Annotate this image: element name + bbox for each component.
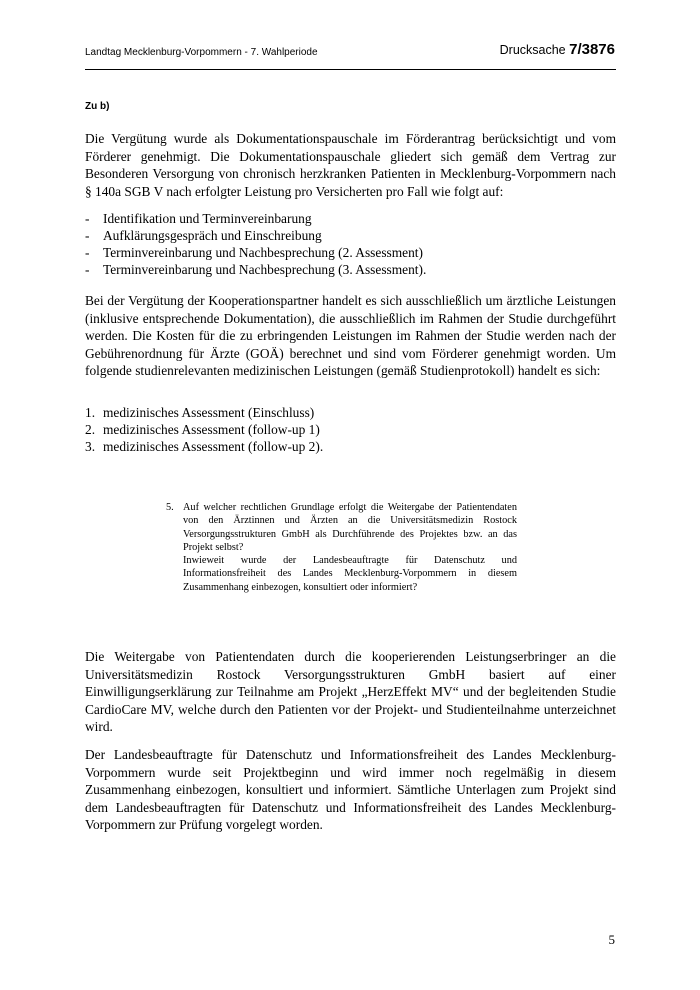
list-number: 3. (85, 439, 96, 454)
list-item-text: Terminvereinbarung und Nachbesprechung (3. Assessment). (103, 262, 427, 277)
question-block (166, 501, 517, 594)
list-item-text: medizinisches Assessment (follow-up 2). (103, 439, 324, 454)
question-text (183, 501, 517, 594)
list-marker: - (85, 228, 90, 243)
list-item (85, 404, 616, 421)
list-marker: - (85, 211, 90, 226)
paragraph-remuneration: Die Vergütung wurde als Dokumentationspauschale im Förderantrag berücksichtigt und vom Förderer genehmigt. Die Dokumentationspauschale gliedert sich gemäß dem Vertrag zur Besonderen Versorgung von chronisch herzkranken Patienten in Mecklenburg-Vorpommern nach § 140a SGB V nach erfolgter Leistung pro Versicherten pro Fall wie folgt auf: (85, 131, 616, 199)
list-item (85, 261, 616, 278)
list-item-text: Aufklärungsgespräch und Einschreibung (103, 228, 322, 243)
list-item-text: medizinisches Assessment (follow-up 1) (103, 422, 320, 437)
page-number: 5 (608, 932, 615, 947)
numbered-list (85, 404, 616, 455)
section-heading: Zu b) (85, 101, 110, 112)
list-item-text: Terminvereinbarung und Nachbesprechung (2. Assessment) (103, 245, 423, 260)
list-marker: - (85, 262, 90, 277)
paragraph-cooperation-partners: Bei der Vergütung der Kooperationspartner handelt es sich ausschließlich um ärztliche Leistungen (inklusive entsprechende Dokumentation), die ausschließlich im Rahmen der Studie durchgeführt werden. Die Kosten für die zu erbringenden Leistungen im Rahmen der Studie werden nach der Gebührenordnung für Ärzte (GOÄ) berechnet und sind vom Förderer genehmigt worden. Um folgende studienrelevanten medizinischen Leistungen (gemäß Studienprotokoll) handelt es sich: (85, 293, 616, 378)
list-item (85, 227, 616, 244)
question-text-part-1: Auf welcher rechtlichen Grundlage erfolgt die Weitergabe der Patientendaten von den Ärztinnen und Ärzten an die Universitätsmedizin Rostock Versorgungsstrukturen GmbH als Durchführende des Projektes bzw. an das Projekt selbst? (183, 502, 517, 553)
list-number: 1. (85, 405, 96, 420)
drucksache-label: Drucksache (499, 43, 570, 57)
question-text-part-2: Inwieweit wurde der Landesbeauftragte für Datenschutz und Informationsfreiheit des Landes Mecklenburg-Vorpommern in diesem Zusammenhang einbezogen, konsultiert oder informiert? (183, 555, 517, 593)
dash-list (85, 210, 616, 278)
paragraph-data-protection: Der Landesbeauftragte für Datenschutz und Informationsfreiheit des Landes Mecklenburg-Vorpommern wurde seit Projektbeginn und wird immer noch regelmäßig in diesem Zusammenhang einbezogen, konsultiert und informiert. Sämtliche Unterlagen zum Projekt sind dem Landesbeauftragten für Datenschutz und Informationsfreiheit des Landes Mecklenburg-Vorpommern zur Prüfung vorgelegt worden. (85, 747, 616, 832)
header-parliament: Landtag Mecklenburg-Vorpommern - 7. Wahlperiode (85, 47, 318, 58)
question-number: 5. (166, 502, 174, 513)
list-item (85, 244, 616, 261)
list-item (85, 421, 616, 438)
paragraph-data-transfer: Die Weitergabe von Patientendaten durch die kooperierenden Leistungserbringer an die Universitätsmedizin Rostock Versorgungsstrukturen GmbH basiert auf einer Einwilligungserklärung zur Teilnahme am Projekt „HerzEffekt MV“ und der begleitenden Studie CardioCare MV, welche durch den Patienten vor der Projekt- und Studienteilnahme unterzeichnet wird. (85, 649, 616, 734)
header-divider (85, 69, 616, 70)
list-marker: - (85, 245, 90, 260)
drucksache-number: 7/3876 (569, 41, 615, 58)
list-item-text: Identifikation und Terminvereinbarung (103, 211, 312, 226)
list-number: 2. (85, 422, 96, 437)
list-item-text: medizinisches Assessment (Einschluss) (103, 405, 315, 420)
list-item (85, 438, 616, 455)
header-drucksache (500, 41, 615, 58)
list-item (85, 210, 616, 227)
